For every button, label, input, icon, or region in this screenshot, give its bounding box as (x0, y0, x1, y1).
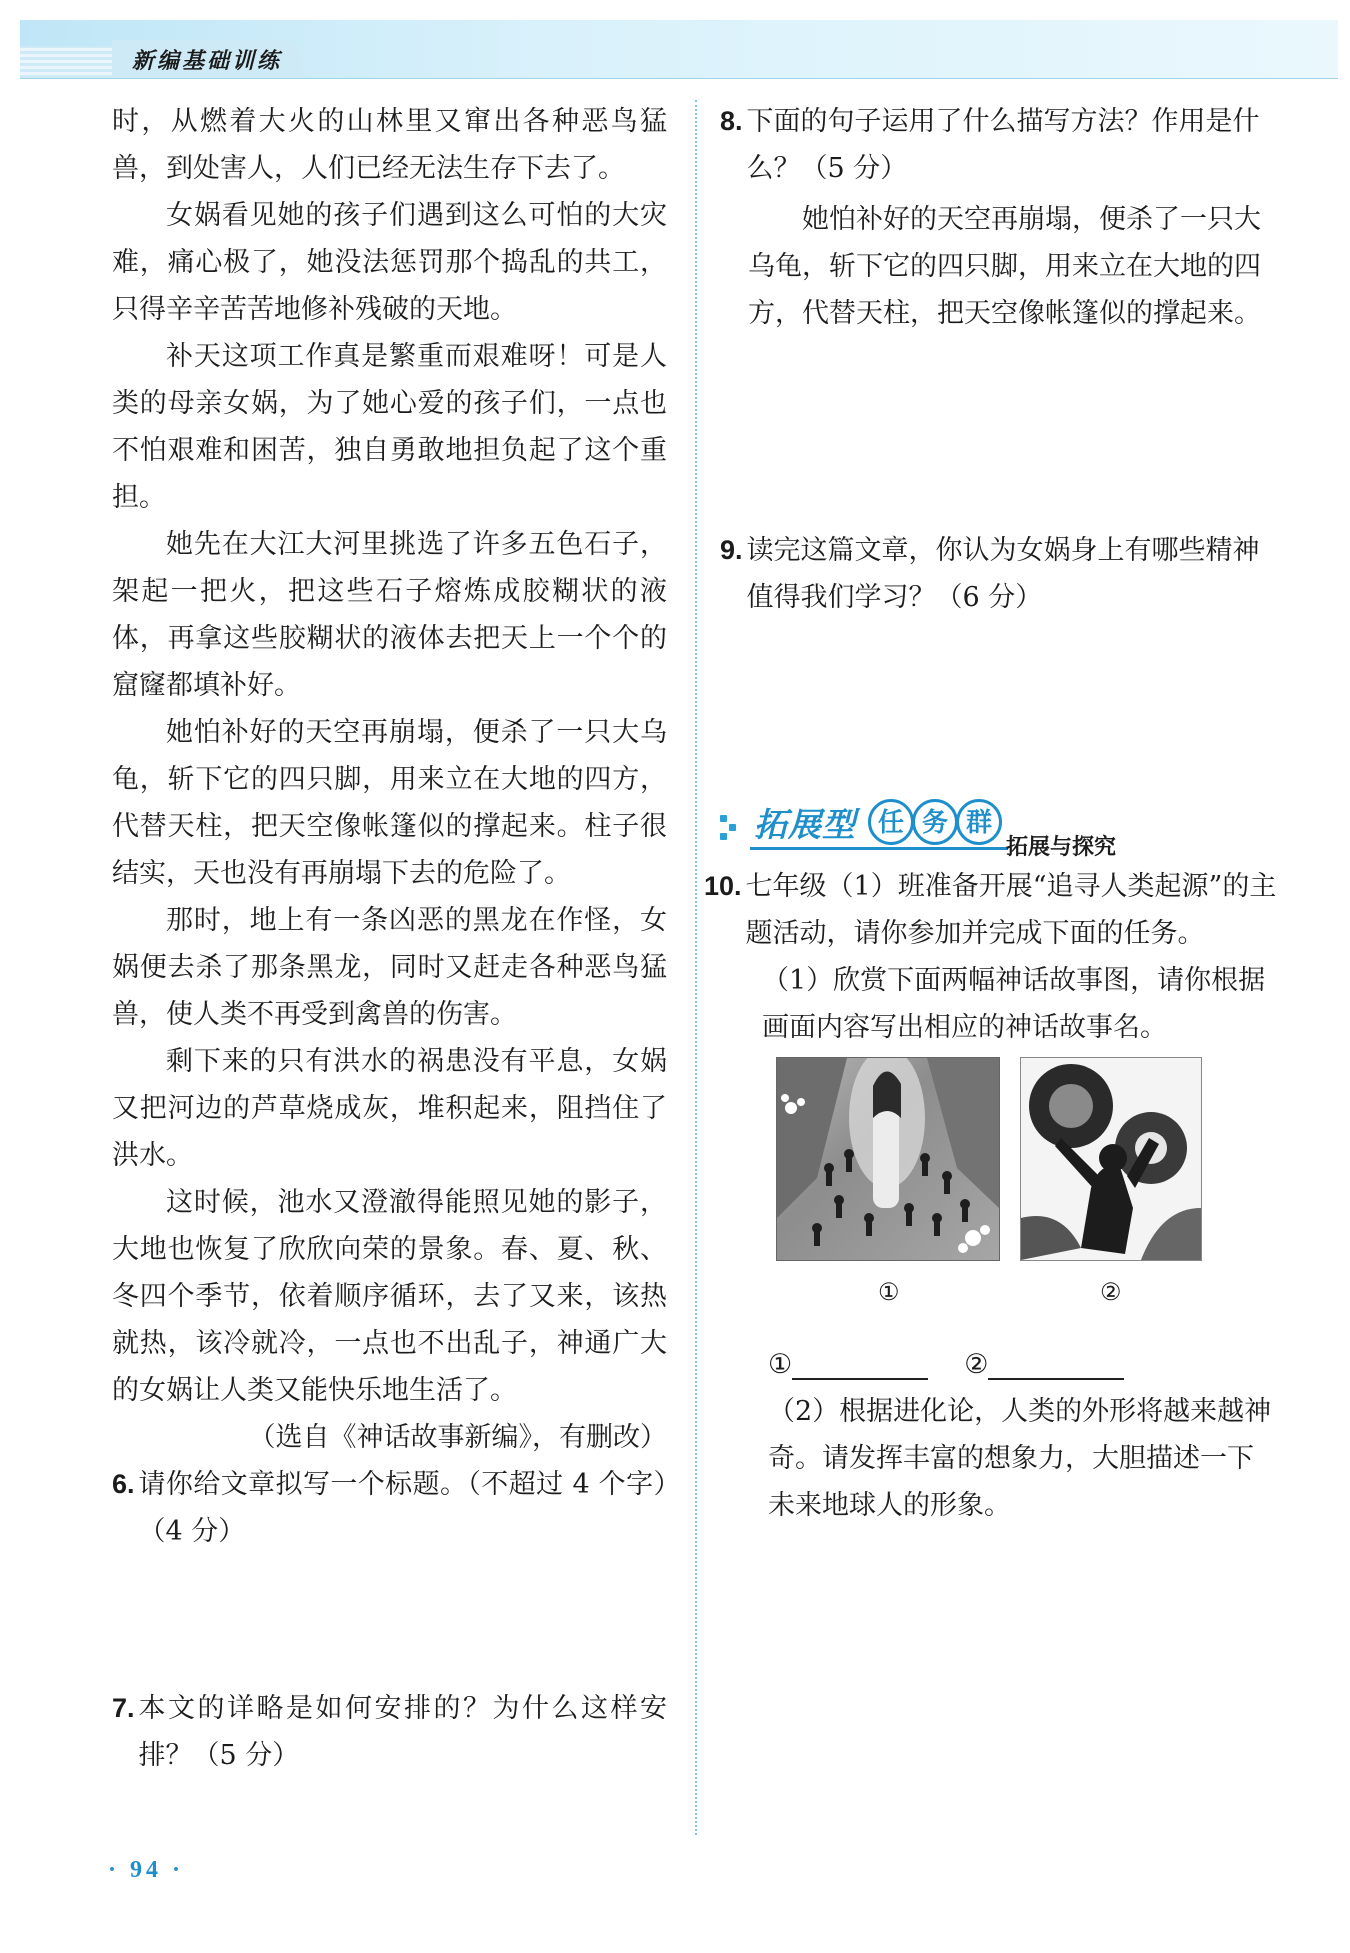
question-number: 9. (720, 535, 743, 565)
question-number: 8. (720, 106, 743, 136)
nuwa-illustration (776, 1057, 1000, 1261)
answer-space-6[interactable] (112, 1555, 667, 1685)
story-paragraph: 女娲看见她的孩子们遇到这么可怕的大灾难，痛心极了，她没法惩罚那个捣乱的共工，只得辛辛苦苦地修补残破的天地。 (112, 200, 667, 325)
section-title: 拓展型 (754, 806, 856, 843)
story-paragraph: 剩下来的只有洪水的祸患没有平息，女娲又把河边的芦草烧成灰，堆积起来，阻挡住了洪水。 (112, 1046, 667, 1171)
right-column (704, 98, 1280, 1529)
book-title: 新编基础训练 (132, 48, 283, 74)
blank-label-1: ① (768, 1349, 793, 1380)
answer-blank-1[interactable] (792, 1350, 928, 1380)
story-paragraph: 这时候，池水又澄澈得能照见她的影子，大地也恢复了欣欣向荣的景象。春、夏、秋、冬四个季节，依着顺序循环，去了又来，该热就热，该冷就冷，一点也不出乱子，神通广大的女娲让人类又能快乐地生活了。 (112, 1187, 667, 1406)
page-number: · 94 · (108, 1857, 185, 1883)
subquestion-1: （1）欣赏下面两幅神话故事图，请你根据画面内容写出相应的神话故事名。 (762, 965, 1266, 1043)
circled-char: 群 (956, 799, 1002, 845)
header-stripes (20, 46, 112, 78)
section-underline (750, 847, 1008, 850)
question-7 (112, 1685, 667, 1779)
question-text: 读完这篇文章，你认为女娲身上有哪些精神值得我们学习？（6 分） (746, 535, 1260, 613)
source-citation: （选自《神话故事新编》，有删改） (248, 1422, 667, 1453)
header-rule (20, 78, 1338, 79)
quoted-sentence: 她怕补好的天空再崩塌，便杀了一只大乌龟，斩下它的四只脚，用来立在大地的四方，代替天柱，把天空像帐篷似的撑起来。 (748, 204, 1261, 329)
question-8 (720, 98, 1280, 192)
figure-label-1: ① (878, 1278, 900, 1306)
section-circled-title (868, 799, 1000, 845)
blank-label-2: ② (964, 1349, 989, 1380)
question-10 (704, 863, 1280, 957)
circled-char: 任 (868, 799, 914, 845)
answer-space-8[interactable] (720, 337, 1280, 527)
answer-blank-2[interactable] (988, 1350, 1124, 1380)
question-text: 本文的详略是如何安排的？为什么这样安排？（5 分） (138, 1693, 667, 1771)
section-dots-icon (720, 815, 738, 845)
story-paragraph: 她怕补好的天空再崩塌，便杀了一只大乌龟，斩下它的四只脚，用来立在大地的四方，代替天柱，把天空像帐篷似的撑起来。柱子很结实，天也没有再崩塌下去的危险了。 (112, 717, 667, 889)
section-subtitle: 拓展与探究 (1006, 834, 1117, 859)
story-paragraph: 时，从燃着大火的山林里又窜出各种恶鸟猛兽，到处害人，人们已经无法生存下去了。 (112, 106, 667, 184)
question-number: 7. (112, 1693, 135, 1723)
story-paragraph: 补天这项工作真是繁重而艰难呀！可是人类的母亲女娲，为了她心爱的孩子们，一点也不怕艰难和困苦，独自勇敢地担负起了这个重担。 (112, 341, 667, 513)
section-heading (720, 797, 1280, 863)
question-text: 七年级（1）班准备开展“追寻人类起源”的主题活动，请你参加并完成下面的任务。 (745, 871, 1277, 949)
figure-row (720, 1051, 1280, 1341)
question-text: 请你给文章拟写一个标题。（不超过 4 个字）（4 分） (138, 1469, 667, 1547)
answer-blanks (720, 1341, 1280, 1388)
story-paragraph: 那时，地上有一条凶恶的黑龙在作怪，女娲便去杀了那条黑龙，同时又赶走各种恶鸟猛兽，使人类不再受到禽兽的伤害。 (112, 905, 667, 1030)
column-divider (695, 100, 697, 1835)
figure-label-2: ② (1100, 1278, 1122, 1306)
circled-char: 务 (912, 799, 958, 845)
story-paragraph: 她先在大江大河里挑选了许多五色石子，架起一把火，把这些石子熔炼成胶糊状的液体，再拿这些胶糊状的液体去把天上一个个的窟窿都填补好。 (112, 529, 667, 701)
question-6 (112, 1461, 667, 1555)
answer-space-9[interactable] (720, 621, 1280, 797)
question-number: 10. (704, 871, 742, 901)
left-column (112, 98, 667, 1779)
question-text: 下面的句子运用了什么描写方法？作用是什么？（5 分） (746, 106, 1260, 184)
question-9 (720, 527, 1280, 621)
nuwa-drawing (777, 1058, 999, 1260)
subquestion-2: （2）根据进化论，人类的外形将越来越神奇。请发挥丰富的想象力，大胆描述一下未来地球人的形象。 (768, 1396, 1272, 1521)
pangu-illustration (1020, 1057, 1202, 1261)
question-number: 6. (112, 1469, 135, 1499)
pangu-drawing (1021, 1058, 1201, 1260)
